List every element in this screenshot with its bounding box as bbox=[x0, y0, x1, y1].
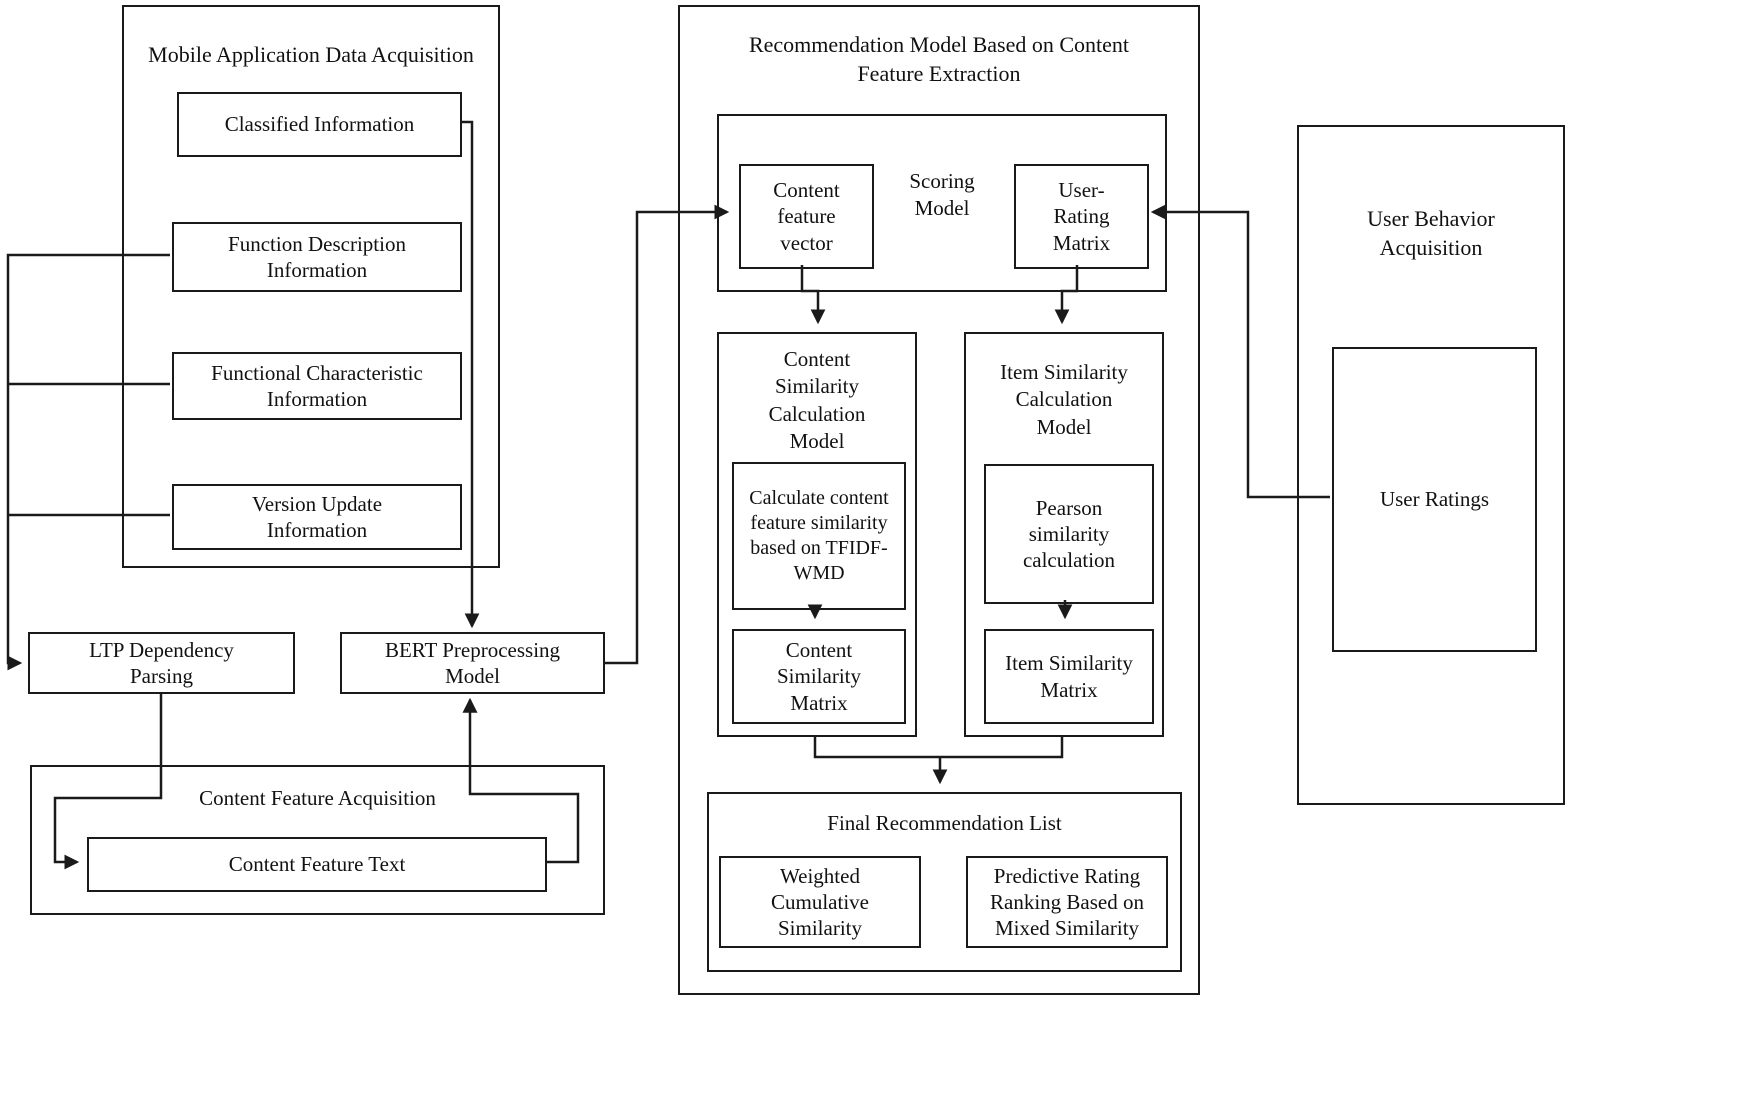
box-functional-characteristic-information: Functional Characteristic Information bbox=[172, 352, 462, 420]
title-content-similarity-model: Content Similarity Calculation Model bbox=[768, 347, 866, 453]
container-recommendation-model bbox=[678, 5, 1200, 995]
box-pearson-similarity: Pearson similarity calculation bbox=[984, 464, 1154, 604]
title-user-behavior-acquisition: User Behavior Acquisition bbox=[1367, 206, 1495, 260]
box-content-feature-vector: Content feature vector bbox=[739, 164, 874, 269]
title-recommendation-model: Recommendation Model Based on Content Feature Extraction bbox=[748, 32, 1130, 86]
title-item-similarity-model: Item Similarity Calculation Model bbox=[1000, 360, 1128, 439]
group-content-similarity-model bbox=[717, 332, 917, 737]
title-content-feature-acquisition: Content Feature Acquisition bbox=[199, 786, 436, 810]
group-scoring-model bbox=[717, 114, 1167, 292]
group-item-similarity-model bbox=[964, 332, 1164, 737]
box-content-feature-text: Content Feature Text bbox=[87, 837, 547, 892]
box-predictive-rating-ranking: Predictive Rating Ranking Based on Mixed Similarity bbox=[966, 856, 1168, 948]
box-classified-information: Classified Information bbox=[177, 92, 462, 157]
container-user-behavior-acquisition bbox=[1297, 125, 1565, 805]
title-final-recommendation-list: Final Recommendation List bbox=[827, 811, 1062, 835]
box-item-similarity-matrix: Item Similarity Matrix bbox=[984, 629, 1154, 724]
box-content-similarity-matrix: Content Similarity Matrix bbox=[732, 629, 906, 724]
box-tfidf-wmd-similarity: Calculate content feature similarity based on TFIDF-WMD bbox=[732, 462, 906, 610]
box-version-update-information: Version Update Information bbox=[172, 484, 462, 550]
box-ltp-dependency-parsing: LTP Dependency Parsing bbox=[28, 632, 295, 694]
box-function-description-information: Function Description Information bbox=[172, 222, 462, 292]
label-scoring-model: Scoring Model bbox=[909, 169, 975, 221]
box-user-ratings: User Ratings bbox=[1332, 347, 1537, 652]
box-bert-preprocessing-model: BERT Preprocessing Model bbox=[340, 632, 605, 694]
box-weighted-cumulative-similarity: Weighted Cumulative Similarity bbox=[719, 856, 921, 948]
box-user-rating-matrix: User-Rating Matrix bbox=[1014, 164, 1149, 269]
container-content-feature-acquisition bbox=[30, 765, 605, 915]
group-final-recommendation-list bbox=[707, 792, 1182, 972]
title-mobile-data-acquisition: Mobile Application Data Acquisition bbox=[148, 42, 474, 67]
container-mobile-data-acquisition bbox=[122, 5, 500, 568]
